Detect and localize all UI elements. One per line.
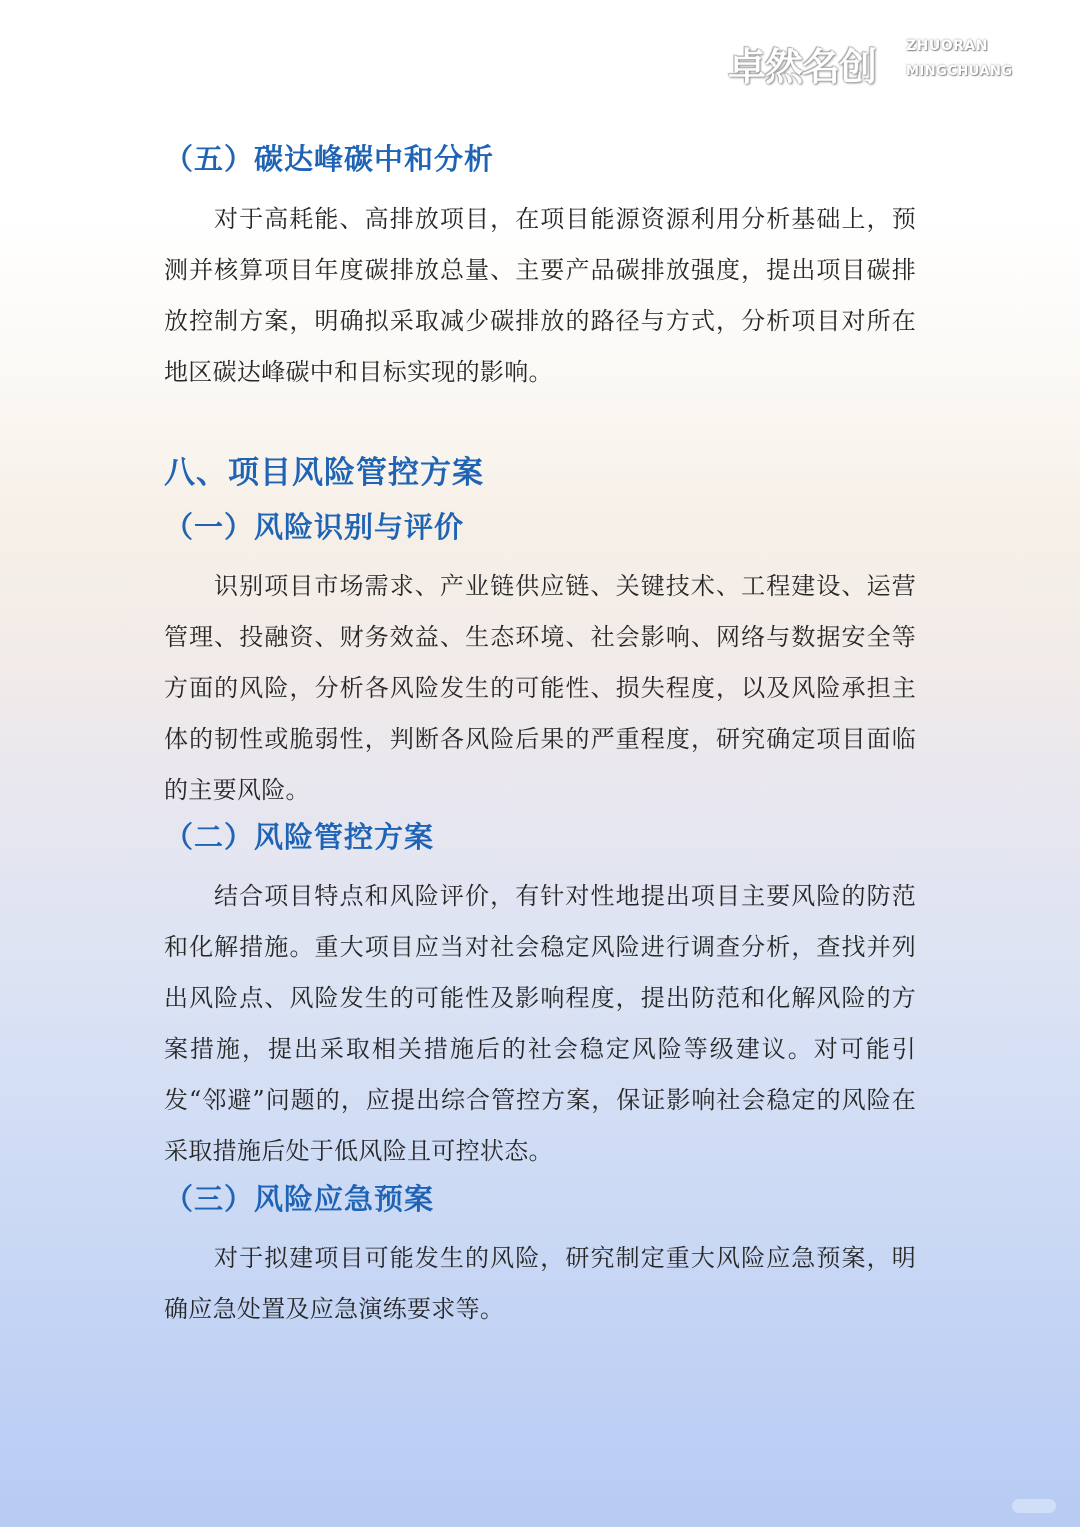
paragraph-carbon-analysis: 对于高耗能、高排放项目，在项目能源资源利用分析基础上，预测并核算项目年度碳排放总量、主要产品碳排放强度，提出项目碳排放控制方案，明确拟采取减少碳排放的路径与方式，分析项目对所在地区碳达峰碳中和目标实现的影响。 bbox=[164, 205, 916, 386]
logo-english-line1: ZHUORAN bbox=[906, 38, 988, 54]
heading-risk-control-plan: （二）风险管控方案 bbox=[164, 820, 435, 854]
heading-carbon-analysis: （五）碳达峰碳中和分析 bbox=[164, 142, 495, 176]
paragraph-risk-identification: 识别项目市场需求、产业链供应链、关键技术、工程建设、运营管理、投融资、财务效益、生态环境、社会影响、网络与数据安全等方面的风险，分析各风险发生的可能性、损失程度，以及风险承担主体的韧性或脆弱性，判断各风险后果的严重程度，研究确定项目面临的主要风险。 bbox=[164, 572, 916, 804]
logo-chinese-text: 卓然名创 bbox=[728, 45, 877, 89]
brand-logo bbox=[728, 34, 1048, 90]
heading-risk-identification: （一）风险识别与评价 bbox=[164, 510, 465, 544]
paragraph-risk-emergency-plan: 对于拟建项目可能发生的风险，研究制定重大风险应急预案，明确应急处置及应急演练要求等。 bbox=[164, 1244, 916, 1323]
logo-english-line2: MINGCHUANG bbox=[906, 64, 1013, 79]
corner-watermark bbox=[1012, 1499, 1056, 1513]
heading-chapter-risk-control: 八、项目风险管控方案 bbox=[164, 455, 484, 491]
paragraph-risk-control-plan: 结合项目特点和风险评价，有针对性地提出项目主要风险的防范和化解措施。重大项目应当对社会稳定风险进行调查分析，查找并列出风险点、风险发生的可能性及影响程度，提出防范和化解风险的方案措施，提出采取相关措施后的社会稳定风险等级建议。对可能引发“邻避”问题的，应提出综合管控方案，保证影响社会稳定的风险在采取措施后处于低风险且可控状态。 bbox=[164, 882, 916, 1165]
heading-risk-emergency-plan: （三）风险应急预案 bbox=[164, 1182, 435, 1216]
